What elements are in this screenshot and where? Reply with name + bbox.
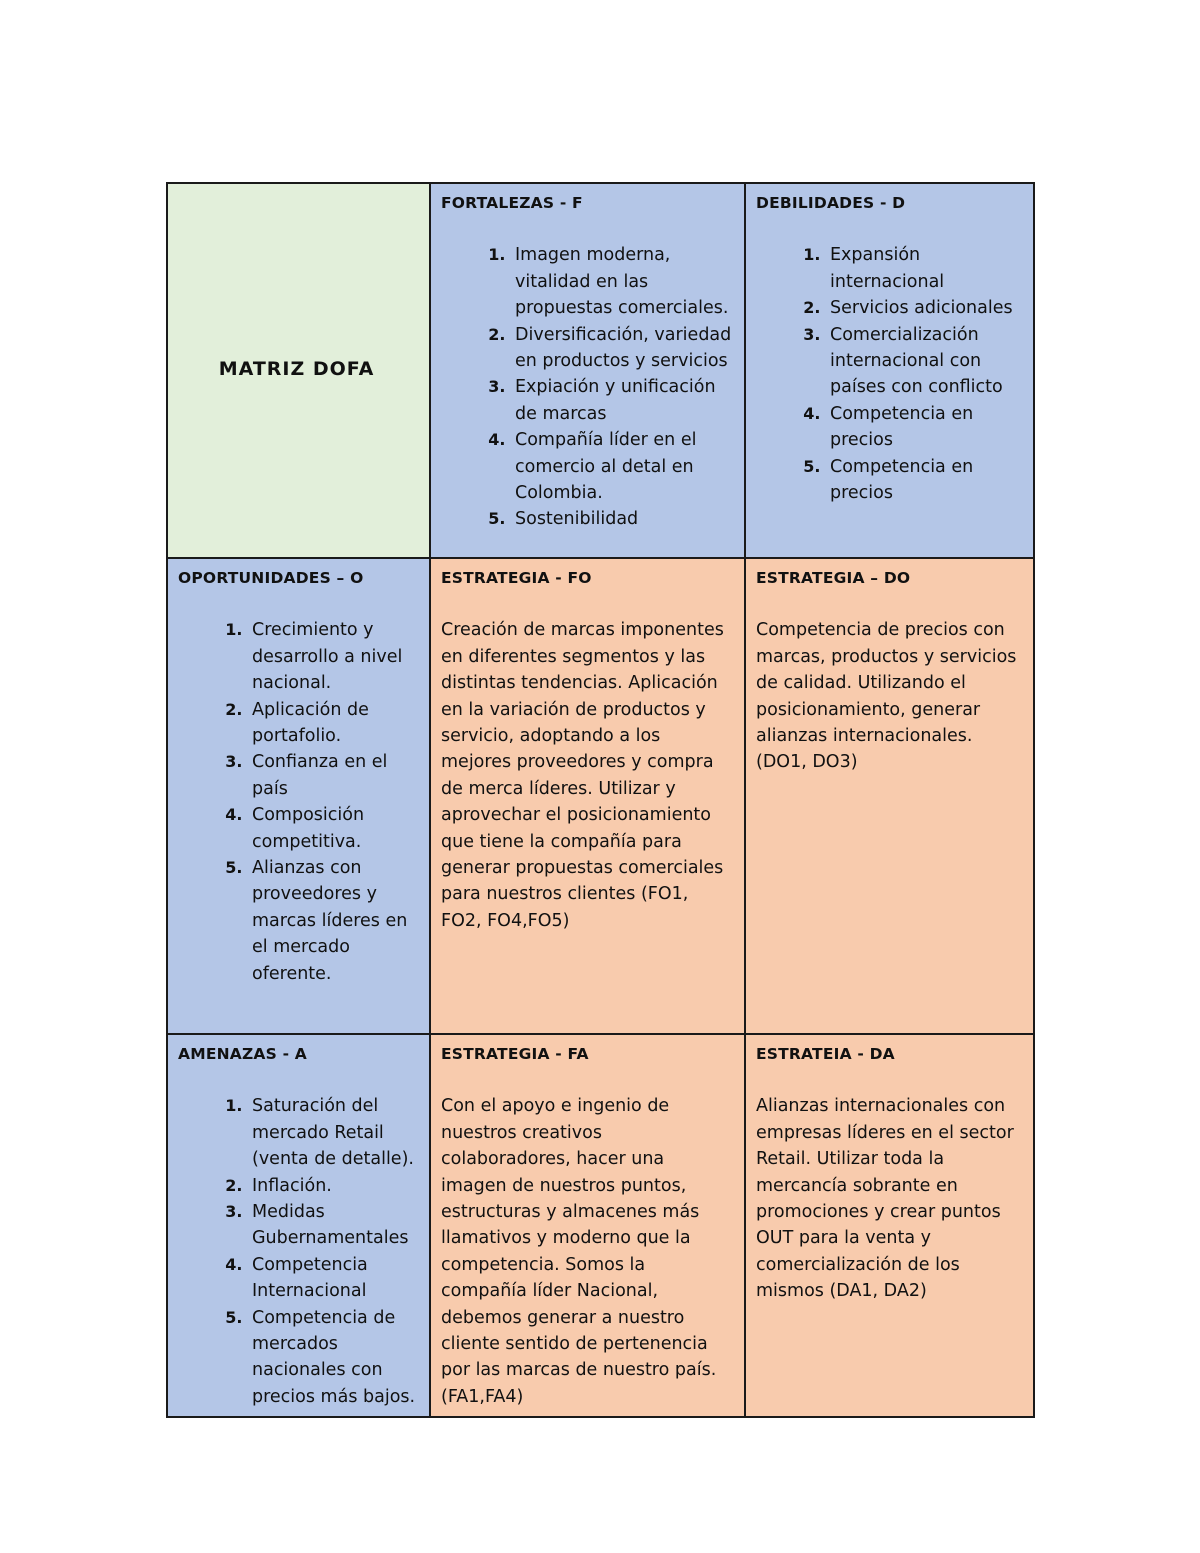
debilidades-cell [745, 183, 1034, 558]
estrategia-do-heading: ESTRATEGIA – DO [756, 569, 911, 587]
list-item: 2. Aplicación de portafolio. [248, 697, 419, 750]
fortalezas-cell [430, 183, 745, 558]
list-item: 5. Alianzas con proveedores y marcas líderes en el mercado oferente. [248, 855, 419, 987]
estrategia-fo-cell [430, 558, 745, 1034]
debilidades-heading: DEBILIDADES - D [756, 194, 906, 212]
estrategia-fo-heading: ESTRATEGIA - FO [441, 569, 592, 587]
debilidades-list [756, 242, 1023, 506]
list-item: 5. Competencia de mercados nacionales con precios más bajos. [248, 1305, 419, 1411]
list-item: 1. Saturación del mercado Retail (venta de detalle). [248, 1093, 419, 1172]
list-item: 1. Crecimiento y desarrollo a nivel nacional. [248, 617, 419, 696]
list-item: 2. Diversificación, variedad en productos y servicios [511, 322, 734, 375]
matrix-row-1 [167, 183, 1034, 558]
oportunidades-cell [167, 558, 430, 1034]
estrategia-da-cell [745, 1034, 1034, 1417]
matrix-row-2 [167, 558, 1034, 1034]
estrategia-fa-heading: ESTRATEGIA - FA [441, 1045, 589, 1063]
list-item: 2. Inflación. [248, 1173, 419, 1199]
estrategia-da-heading: ESTRATEIA - DA [756, 1045, 895, 1063]
list-item: 3. Confianza en el país [248, 749, 419, 802]
amenazas-heading: AMENAZAS - A [178, 1045, 307, 1063]
estrategia-do-text: Competencia de precios con marcas, productos y servicios de calidad. Utilizando el posicionamiento, generar alianzas internacionales. (DO1, DO3) [756, 620, 1017, 773]
estrategia-fa-text: Con el apoyo e ingenio de nuestros creativos colaboradores, hacer una imagen de nuestros puntos, estructuras y almacenes más llamativos y moderno que la competencia. Somos la compañía líder Nacional, debemos generar a nuestro cliente sentido de pertenencia por las marcas de nuestro país. (FA1,FA4) [441, 1096, 717, 1407]
estrategia-fa-cell [430, 1034, 745, 1417]
list-item: 1. Imagen moderna, vitalidad en las propuestas comerciales. [511, 242, 734, 321]
list-item: 5. Competencia en precios [826, 454, 1023, 507]
oportunidades-heading: OPORTUNIDADES – O [178, 569, 364, 587]
list-item: 4. Competencia en precios [826, 401, 1023, 454]
list-item: 2. Servicios adicionales [826, 295, 1023, 321]
list-item: 4. Composición competitiva. [248, 802, 419, 855]
title-cell [167, 183, 430, 558]
list-item: 4. Competencia Internacional [248, 1252, 419, 1305]
list-item: 3. Medidas Gubernamentales [248, 1199, 419, 1252]
fortalezas-heading: FORTALEZAS - F [441, 194, 583, 212]
estrategia-do-cell [745, 558, 1034, 1034]
oportunidades-list [178, 617, 419, 987]
amenazas-cell [167, 1034, 430, 1417]
amenazas-list [178, 1093, 419, 1410]
list-item: 3. Expiación y unificación de marcas [511, 374, 734, 427]
matrix-title: MATRIZ DOFA [218, 358, 375, 381]
list-item: 4. Compañía líder en el comercio al detal en Colombia. [511, 427, 734, 506]
dofa-matrix-table [166, 182, 1035, 1418]
estrategia-fo-text: Creación de marcas imponentes en diferentes segmentos y las distintas tendencias. Aplicación en la variación de productos y servicio, adoptando a los mejores proveedores y compra de merca líderes. Utilizar y aprovechar el posicionamiento que tiene la compañía para generar propuestas comerciales para nuestros clientes (FO1, FO2, FO4,FO5) [441, 620, 724, 931]
list-item: 5. Sostenibilidad [511, 506, 734, 532]
matrix-row-3 [167, 1034, 1034, 1417]
list-item: 1. Expansión internacional [826, 242, 1023, 295]
fortalezas-list [441, 242, 734, 532]
list-item: 3. Comercialización internacional con países con conflicto [826, 322, 1023, 401]
estrategia-da-text: Alianzas internacionales con empresas líderes en el sector Retail. Utilizar toda la mercancía sobrante en promociones y crear puntos OUT para la venta y comercialización de los mismos (DA1, DA2) [756, 1096, 1014, 1302]
